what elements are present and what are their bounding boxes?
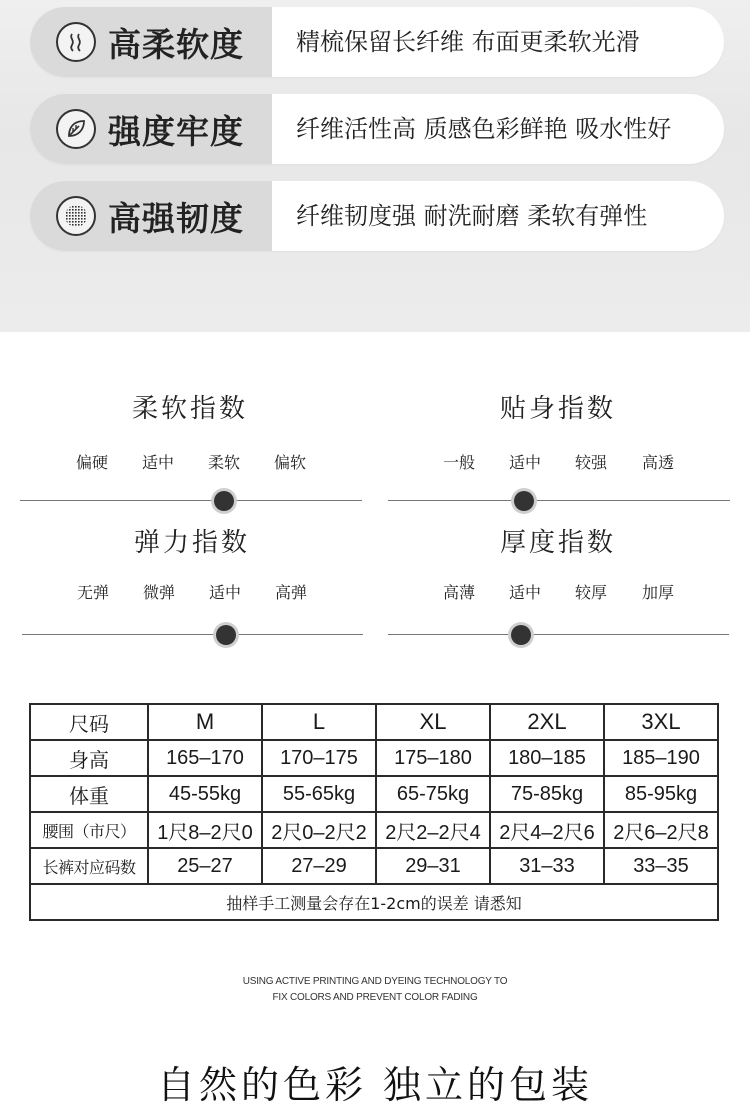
table-cell: 45-55kg [148,776,262,812]
index-label: 适中 [208,583,241,602]
row-label: 腰围（市尺） [30,812,148,848]
tech-description [0,974,750,1006]
table-cell: 185–190 [604,740,718,776]
feature-strength [30,94,724,164]
index-marker [216,625,236,645]
table-cell: 175–180 [376,740,490,776]
thickness-index [388,522,728,642]
index-track [388,634,729,635]
table-header-label: 尺码 [30,704,148,740]
table-cell: 2尺4–2尺6 [490,812,604,848]
size-header: M [148,704,262,740]
table-cell: 165–170 [148,740,262,776]
table-header-row [30,704,718,740]
row-label: 身高 [30,740,148,776]
table-cell: 75-85kg [490,776,604,812]
feature-desc: 纤维活性高 质感色彩鲜艳 吸水性好 [296,115,672,143]
index-label: 适中 [508,453,541,472]
index-label: 微弹 [142,583,175,602]
index-track [22,634,363,635]
size-header: XL [376,704,490,740]
index-title: 柔软指数 [131,394,248,424]
row-label: 体重 [30,776,148,812]
leaf-icon [56,109,96,149]
feature-desc: 纤维韧度强 耐洗耐磨 柔软有弹性 [296,202,648,230]
mesh-icon [56,196,96,236]
table-cell: 180–185 [490,740,604,776]
index-label: 高透 [641,453,674,472]
tech-line: USING ACTIVE PRINTING AND DYEING TECHNOLOGY TO [242,976,508,987]
table-note-row [30,884,718,920]
feature-band [0,0,750,332]
index-label: 一般 [442,453,475,472]
table-cell: 31–33 [490,848,604,884]
size-header: L [262,704,376,740]
index-label: 较强 [574,453,607,472]
table-cell: 55-65kg [262,776,376,812]
index-label: 柔软 [207,453,240,472]
wave-icon [56,22,96,62]
table-row [30,740,718,776]
index-title: 厚度指数 [499,528,616,558]
table-cell: 2尺6–2尺8 [604,812,718,848]
table-cell: 33–35 [604,848,718,884]
fit-index [388,388,728,508]
index-label: 加厚 [641,583,674,602]
index-label: 无弹 [76,583,109,602]
index-label: 偏硬 [75,453,108,472]
table-cell: 27–29 [262,848,376,884]
index-track [388,500,730,501]
feature-title: 高强韧度 [108,198,244,238]
size-table [29,703,719,921]
table-row [30,848,718,884]
table-cell: 2尺2–2尺4 [376,812,490,848]
softness-index [20,388,360,508]
index-marker [514,491,534,511]
elasticity-index [22,522,362,642]
index-label: 较厚 [574,583,607,602]
table-cell: 2尺0–2尺2 [262,812,376,848]
feature-toughness [30,181,724,251]
table-cell: 25–27 [148,848,262,884]
table-cell: 170–175 [262,740,376,776]
index-label: 高弹 [274,583,307,602]
feature-title: 强度牢度 [108,111,244,151]
index-track [20,500,362,501]
table-cell: 1尺8–2尺0 [148,812,262,848]
table-row [30,812,718,848]
index-label: 高薄 [442,583,475,602]
row-label: 长裤对应码数 [30,848,148,884]
table-cell: 65-75kg [376,776,490,812]
size-header: 3XL [604,704,718,740]
slogan: 自然的色彩 独立的包装 [156,1063,594,1107]
index-title: 弹力指数 [133,528,250,558]
feature-softness [30,7,724,77]
size-header: 2XL [490,704,604,740]
index-marker [511,625,531,645]
table-row [30,776,718,812]
measurement-note: 抽样手工测量会存在1-2cm的误差 请悉知 [30,884,718,920]
index-title: 贴身指数 [499,394,616,424]
table-cell: 29–31 [376,848,490,884]
table-cell: 85-95kg [604,776,718,812]
tech-line: FIX COLORS AND PREVENT COLOR FADING [272,992,478,1003]
index-label: 偏软 [273,453,306,472]
index-marker [214,491,234,511]
index-label: 适中 [508,583,541,602]
feature-desc: 精梳保留长纤维 布面更柔软光滑 [296,28,640,56]
feature-title: 高柔软度 [108,24,244,64]
index-label: 适中 [141,453,174,472]
